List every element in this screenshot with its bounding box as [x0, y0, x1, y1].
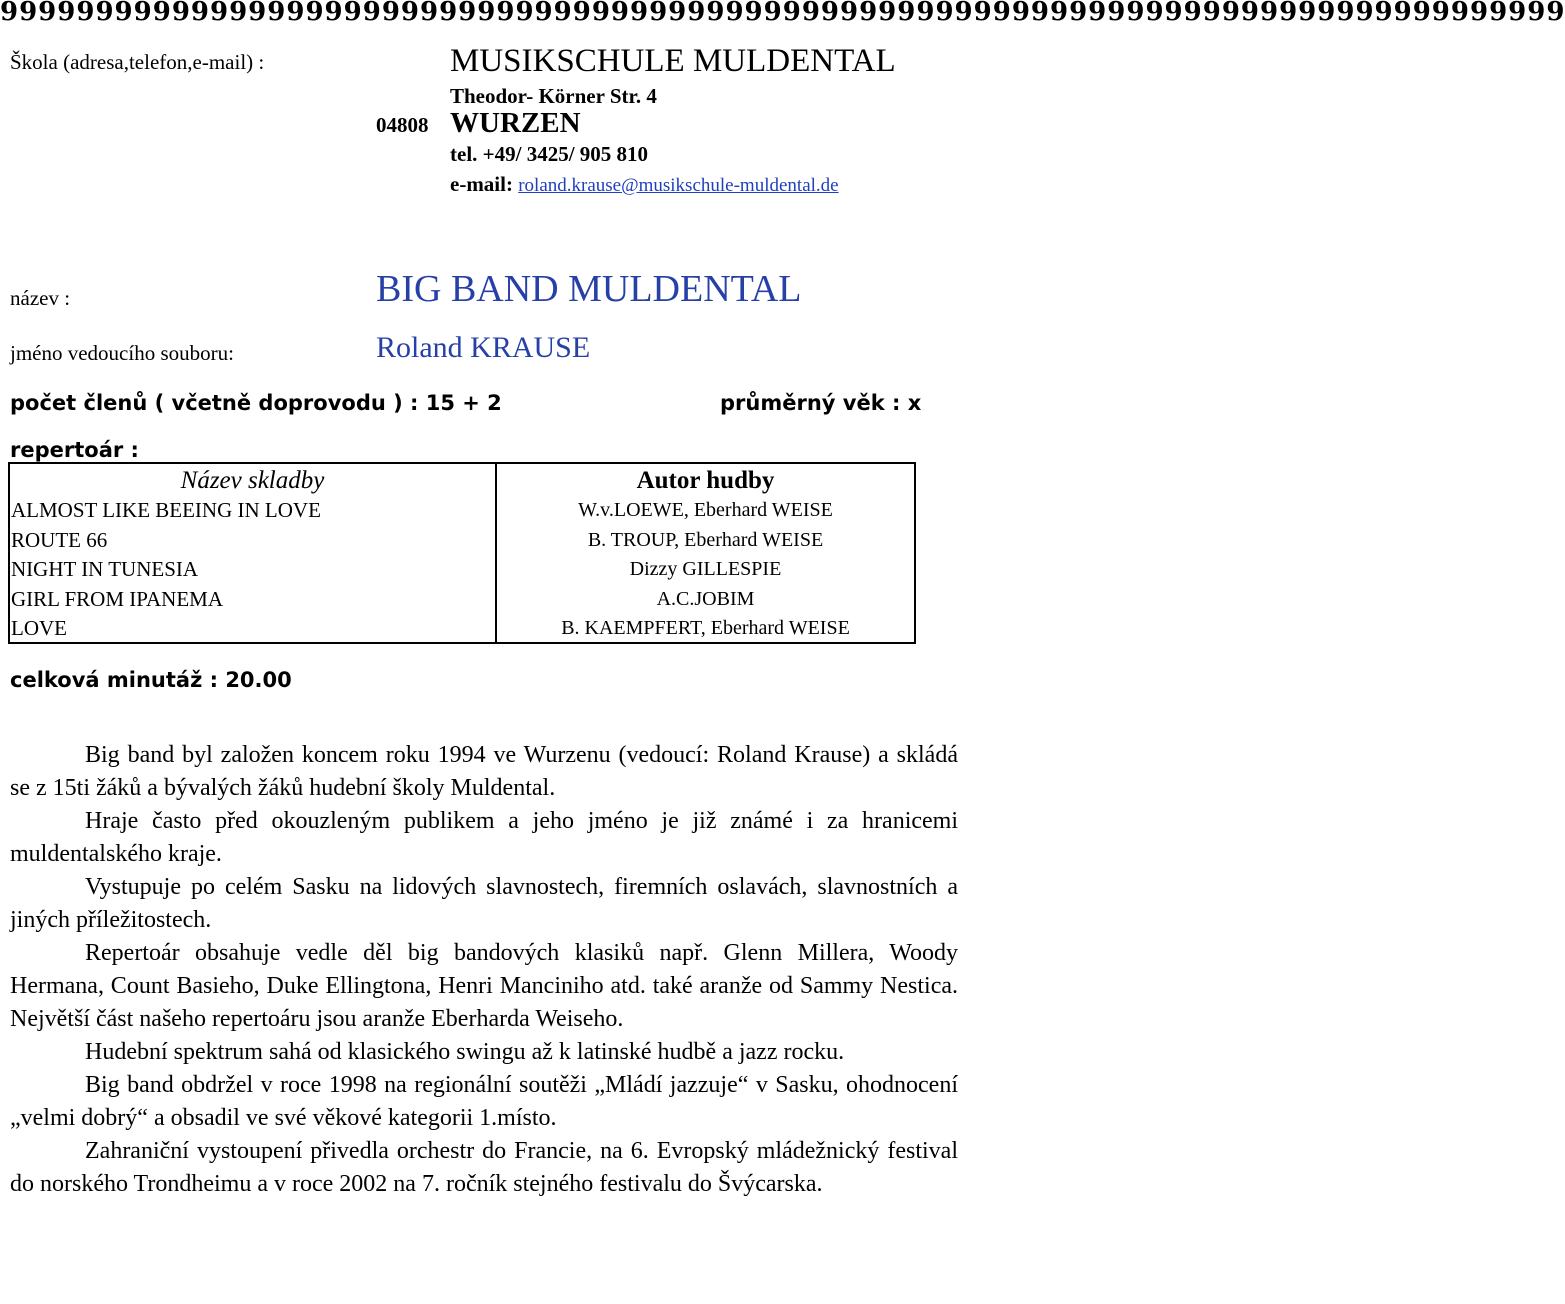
song-title: GIRL FROM IPANEMA — [11, 586, 223, 611]
description-paragraph: Zahraniční vystoupení přivedla orchestr do Francie, na 6. Evropský mládežnický festival do norského Trondheimu a v roce 2002 na 7. ročník stejného festivalu do Švýcarska. — [10, 1138, 958, 1197]
description-paragraph: Big band obdržel v roce 1998 na regionální soutěži „Mládí jazzuje“ v Sasku, ohodnocení „velmi dobrý“ a obsadil ve své věkové kategorii 1.místo. — [10, 1072, 958, 1131]
ensemble-name: BIG BAND MULDENTAL — [376, 268, 802, 310]
school-name: MUSIKSCHULE MULDENTAL — [450, 43, 896, 79]
ensemble-name-label: název : — [10, 286, 71, 310]
repertoire-table — [8, 462, 916, 644]
author-column — [497, 464, 914, 642]
song-author: B. TROUP, Eberhard WEISE — [587, 528, 824, 551]
school-tel: tel. +49/ 3425/ 905 810 — [450, 142, 649, 166]
school-label: Škola (adresa,telefon,e-mail) : — [10, 50, 265, 74]
member-count: počet členů ( včetně doprovodu ) : 15 + 2 — [10, 391, 502, 415]
school-city: WURZEN — [450, 107, 581, 139]
song-title: LOVE — [11, 616, 67, 640]
description — [10, 739, 958, 1201]
school-zip: 04808 — [376, 113, 429, 137]
total-time: celková minutáž : 20.00 — [10, 668, 292, 692]
leader-label: jméno vedoucího souboru: — [10, 341, 234, 365]
school-street: Theodor- Körner Str. 4 — [450, 84, 657, 108]
song-title: ROUTE 66 — [11, 527, 108, 552]
average-age: průměrný věk : x — [720, 391, 922, 415]
title-list — [10, 496, 495, 644]
title-column — [10, 464, 495, 642]
song-author: W.v.LOEWE, Eberhard WEISE — [578, 499, 833, 521]
description-paragraph: Repertoár obsahuje vedle děl big bandových klasiků např. Glenn Millera, Woody Hermana, Count Basieho, Duke Ellingtona, Henri Manciniho atd. také aranže od Sammy Nestica. Největší část našeho repertoáru jsou aranže Eberharda Weiseho. — [10, 940, 958, 1032]
repertoire-label: repertoár : — [10, 438, 139, 462]
description-paragraph: Hudební spektrum sahá od klasického swingu až k latinské hudbě a jazz rocku. — [85, 1039, 845, 1065]
email-link[interactable]: roland.krause@musikschule-muldental.de — [518, 175, 839, 196]
school-email-row — [450, 172, 839, 197]
title-column-header: Název skladby — [180, 467, 325, 494]
decorative-border: 9999999999999999999999999999999999999999999999999999999999999999999999999999999999 — [0, 0, 1565, 27]
author-column-header: Autor hudby — [636, 467, 775, 494]
description-paragraph: Big band byl založen koncem roku 1994 ve Wurzenu (vedoucí: Roland Krause) a skládá se z 15ti žáků a bývalých žáků hudební školy Muldental. — [10, 742, 958, 801]
description-paragraph: Hraje často před okouzleným publikem a jeho jméno je již známé i za hranicemi muldentalského kraje. — [10, 808, 958, 867]
song-author: B. KAEMPFERT, Eberhard WEISE — [561, 617, 850, 639]
description-paragraph: Vystupuje po celém Sasku na lidových slavnostech, firemních oslavách, slavnostních a jiných příležitostech. — [10, 874, 958, 933]
email-label: e-mail: — [450, 172, 513, 196]
song-author: A.C.JOBIM — [656, 587, 755, 610]
song-title: NIGHT IN TUNESIA — [11, 557, 199, 581]
leader-name: Roland KRAUSE — [376, 331, 591, 364]
song-author: Dizzy GILLESPIE — [629, 558, 782, 580]
song-title: ALMOST LIKE BEEING IN LOVE — [11, 498, 321, 522]
